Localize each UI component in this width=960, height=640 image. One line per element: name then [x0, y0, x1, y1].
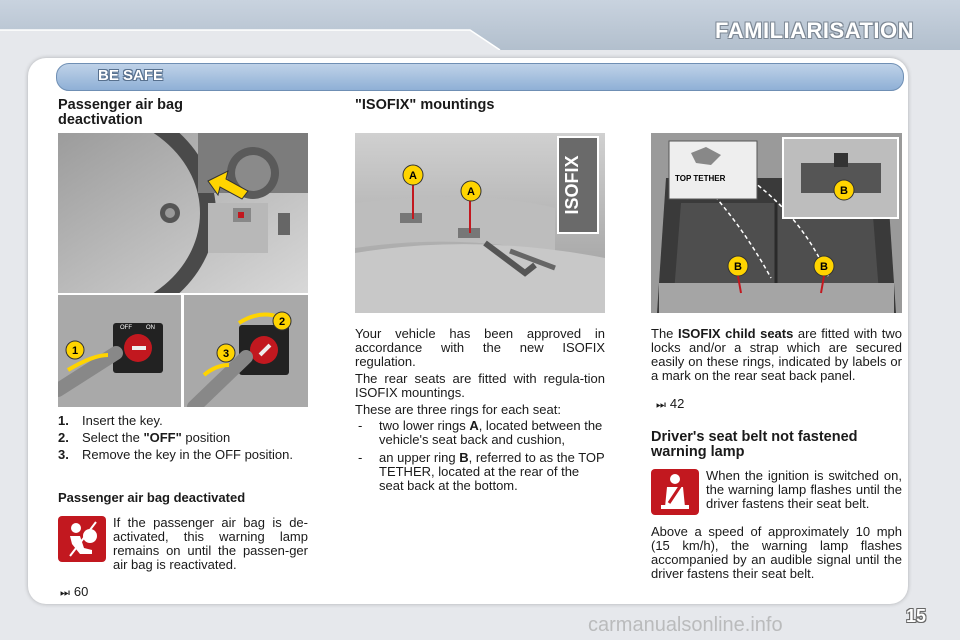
- bullet-text: , referred to as the TOP TETHER, located at the rear of the seat back at the bottom.: [379, 450, 605, 493]
- step-bold: "OFF": [143, 430, 182, 445]
- photo-label-a2: A: [467, 186, 475, 198]
- photo-label-a1: A: [409, 170, 417, 182]
- photo-circle-1: 1: [71, 345, 79, 357]
- bullet-text: an upper ring: [379, 450, 460, 465]
- airbag-warning-text: If the passenger air bag is de-activated, this warning lamp remains on until the passen-ger air bag is reactivated.: [113, 515, 308, 572]
- page-ref-arrow-icon: ⏭: [60, 587, 70, 599]
- isofix-para-3: These are three rings for each seat:: [355, 402, 561, 417]
- bullet-bold: B: [459, 450, 469, 465]
- step-number: 2.: [58, 430, 69, 445]
- airbag-warning-lamp-icon: [58, 516, 106, 562]
- list-item: [58, 431, 308, 445]
- list-item: [355, 451, 605, 493]
- top-tether-label: TOP TETHER: [675, 174, 726, 183]
- step-text: position: [181, 430, 231, 445]
- text-part: are fitted with two locks and/or a strap which are secured easily on these rings, indicated by labels or a mark on the rear seat back panel.: [651, 326, 902, 383]
- page-ref-label: 42: [669, 396, 685, 411]
- page-ref-label: 60: [73, 584, 89, 599]
- bullet-text: two lower rings: [379, 418, 470, 433]
- rear-seat-photo: [651, 133, 902, 313]
- page-ref-42[interactable]: [656, 396, 684, 412]
- photo-off-label: OFF: [120, 325, 132, 331]
- step-number: 3.: [58, 447, 69, 462]
- rings-list: [355, 419, 605, 497]
- list-item: [355, 419, 605, 447]
- page-number: 15: [906, 606, 927, 626]
- section-band: [56, 63, 904, 91]
- page-ref-arrow-icon: ⏭: [656, 399, 666, 411]
- step-text: Remove the key in the OFF position.: [82, 447, 293, 462]
- photo-circle-2: 2: [278, 316, 286, 328]
- isofix-para-1: Your vehicle has been approved in accordance with the new ISOFIX regulation.: [355, 326, 605, 369]
- list-item: [58, 448, 308, 462]
- watermark: carmanualsonline.info: [588, 614, 783, 636]
- dashboard-photo: [58, 133, 308, 293]
- seatbelt-warning-text: When the ignition is switched on, the warning lamp flashes until the driver fastens their seat belt.: [706, 468, 902, 511]
- step-number: 1.: [58, 413, 69, 428]
- photo-circle-3: 3: [222, 348, 230, 360]
- text-bold: ISOFIX child seats: [677, 326, 794, 341]
- isofix-para-2: The rear seats are fitted with regula-tion ISOFIX mountings.: [355, 371, 605, 400]
- right-heading: Driver's seat belt not fastened warning lamp: [651, 429, 858, 460]
- list-item: [58, 414, 308, 428]
- bullet-text: , located between the vehicle's seat back and cushion,: [379, 418, 603, 447]
- left-subheading: Passenger air bag deactivated: [58, 490, 246, 505]
- text-part: The: [651, 326, 678, 341]
- isofix-child-seats-text: [651, 327, 902, 383]
- isofix-sign-label: ISOFIX: [562, 155, 582, 215]
- bullet-bold: A: [469, 418, 479, 433]
- left-heading: Passenger air bag deactivation: [58, 97, 183, 128]
- key-insert-photo: [58, 295, 181, 407]
- dash-mark: -: [358, 418, 363, 433]
- key-turn-photo: [184, 295, 308, 407]
- middle-heading: "ISOFIX" mountings: [355, 97, 495, 113]
- section-title: BE SAFE: [98, 67, 164, 84]
- dash-mark: -: [358, 450, 363, 465]
- photo-label-b1: B: [840, 185, 848, 197]
- photo-on-label: ON: [146, 325, 155, 331]
- seatbelt-speed-text: Above a speed of approximately 10 mph (15 km/h), the warning lamp flashes accompanied by an audible signal until the driver fastens their seat belt.: [651, 524, 902, 581]
- page-title: FAMILIARISATION: [715, 18, 914, 43]
- page-ref-60[interactable]: [60, 584, 88, 600]
- steps-list: [58, 414, 308, 465]
- step-text: Select the: [82, 430, 144, 445]
- isofix-seat-photo: [355, 133, 605, 313]
- photo-label-b2: B: [734, 261, 742, 273]
- photo-label-b3: B: [820, 261, 828, 273]
- seatbelt-warning-lamp-icon: [651, 469, 699, 515]
- step-text: Insert the key.: [82, 413, 163, 428]
